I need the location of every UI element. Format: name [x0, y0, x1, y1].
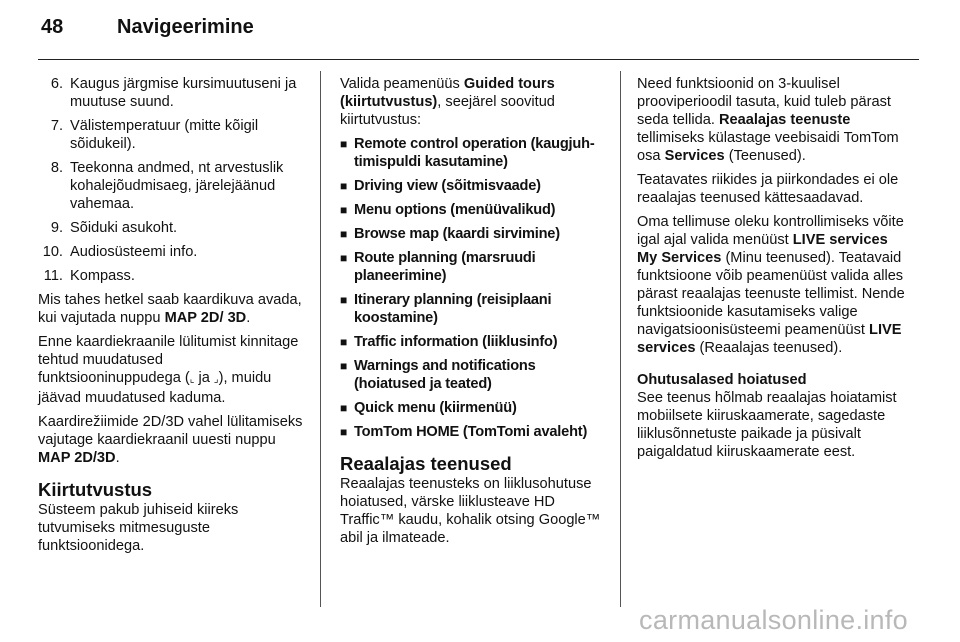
- bullet-icon: ■: [340, 293, 348, 307]
- list-item: ■ Browse map (kaardi sirvimine): [340, 226, 560, 242]
- list-item: 6. Kaugus järgmise kursimuutuseni ja muutuse suund.: [50, 76, 297, 110]
- paragraph-confirm-changes: Enne kaardiekraanile lülitumist kinnitage tehtud muudatused funktsiooninuppudega (⌞ ja ⌟), muidu jäävad muudatused kaduma.: [38, 334, 299, 406]
- numbered-list: [38, 75, 306, 285]
- bullet-icon: ■: [340, 179, 348, 193]
- list-item: ■ Route planning (marsruudi planeerimine): [340, 250, 536, 284]
- bullet-icon: ■: [340, 227, 348, 241]
- list-item: ■ Itinerary planning (reisiplaani koostamine): [340, 292, 552, 326]
- column-divider-1: [320, 71, 321, 607]
- paragraph-guided-tours: Valida peamenüüs Guided tours (kiirtutvustus), seejärel soovitud kiirtutvustus:: [340, 76, 555, 128]
- watermark: carmanualsonline.info: [639, 605, 908, 635]
- paragraph-live-services: Reaalajas teenusteks on liiklusohutuse hoiatused, värske liiklusteave HD Traffic™ kaudu, kohalik otsing Google™ abil ja ilmateade.: [340, 476, 601, 546]
- list-item: ■ Driving view (sõitmisvaade): [340, 178, 541, 194]
- page-header: [41, 16, 254, 50]
- list-item: 7. Välistemperatuur (mitte kõigil sõidukeil).: [50, 118, 259, 152]
- column-divider-2: [620, 71, 621, 607]
- bullet-icon: ■: [340, 335, 348, 349]
- list-item: ■ Warnings and notifications (hoiatused ja teated): [340, 358, 536, 392]
- section-heading-quick-tour: Kiirtutvustus: [38, 479, 153, 500]
- section-heading-live-services: Reaalajas teenused: [340, 453, 512, 474]
- column-3: [637, 75, 907, 467]
- softkey-left-icon: ⌞: [189, 374, 195, 385]
- page-title: Navigeerimine: [117, 16, 254, 38]
- header-rule: [38, 59, 919, 60]
- bullet-list: [340, 135, 606, 441]
- page-number: 48: [41, 16, 64, 38]
- list-item: ■ Menu options (menüüvalikud): [340, 202, 556, 218]
- bullet-icon: ■: [340, 401, 348, 415]
- bullet-icon: ■: [340, 251, 348, 265]
- paragraph-safety-warnings: See teenus hõlmab reaalajas hoiatamist mobiilsete kiiruskaamerate, sagedaste liiklusõnnetuste paikade ja püsivalt paigaldatud kiiruskaamerate eest.: [637, 390, 897, 460]
- section-heading-safety-warnings: Ohutusalased hoiatused: [637, 372, 807, 388]
- paragraph-2d-3d: Kaardirežiimide 2D/3D vahel lülitamiseks vajutage kaardiekraanil uuesti nuppu MAP 2D/3D.: [38, 414, 303, 466]
- list-item: ■ TomTom HOME (TomTomi avaleht): [340, 424, 588, 440]
- paragraph-availability: Teatavates riikides ja piirkondades ei ole reaalajas teenused kättesaadavad.: [637, 172, 899, 206]
- paragraph-subscription: Need funktsioonid on 3-kuulisel prooviperioodil tasuta, kuid tuleb pärast seda tellida. Reaalajas teenuste tellimiseks külastage veebisaidi TomTom osa Services (Teenused).: [637, 76, 899, 164]
- list-item: 9. Sõiduki asukoht.: [50, 220, 178, 236]
- bullet-icon: ■: [340, 203, 348, 217]
- list-item: ■ Remote control operation (kaugjuh- timispuldi kasutamine): [340, 136, 595, 170]
- column-2: [340, 75, 606, 553]
- bullet-icon: ■: [340, 425, 348, 439]
- bullet-icon: ■: [340, 137, 348, 151]
- paragraph-map-view: Mis tahes hetkel saab kaardikuva avada, kui vajutada nuppu MAP 2D/ 3D.: [38, 292, 302, 326]
- softkey-right-icon: ⌟: [213, 374, 219, 385]
- paragraph-quick-tour: Süsteem pakub juhiseid kiireks tutvumiseks mitmesuguste funktsioonidega.: [38, 502, 239, 554]
- list-item: ■ Quick menu (kiirmenüü): [340, 400, 517, 416]
- paragraph-status-check: Oma tellimuse oleku kontrollimiseks võite igal ajal valida menüüst LIVE services My Services (Minu teenused). Teatavaid funktsioone võib peamenüüst valida alles pärast reaalajas teenuste tellimist. Nende funktsioonide kasutamiseks valige navigatsioonisüsteemi peamenüüst LIVE services (Reaalajas teenused).: [637, 214, 905, 356]
- list-item: 10. Audiosüsteemi info.: [42, 244, 198, 260]
- list-item: 8. Teekonna andmed, nt arvestuslik kohalejõudmisaeg, järelejäänud vahemaa.: [50, 160, 284, 212]
- list-item: 11. Kompass.: [43, 268, 135, 284]
- bullet-icon: ■: [340, 359, 348, 373]
- column-1: [38, 75, 306, 561]
- list-item: ■ Traffic information (liiklusinfo): [340, 334, 558, 350]
